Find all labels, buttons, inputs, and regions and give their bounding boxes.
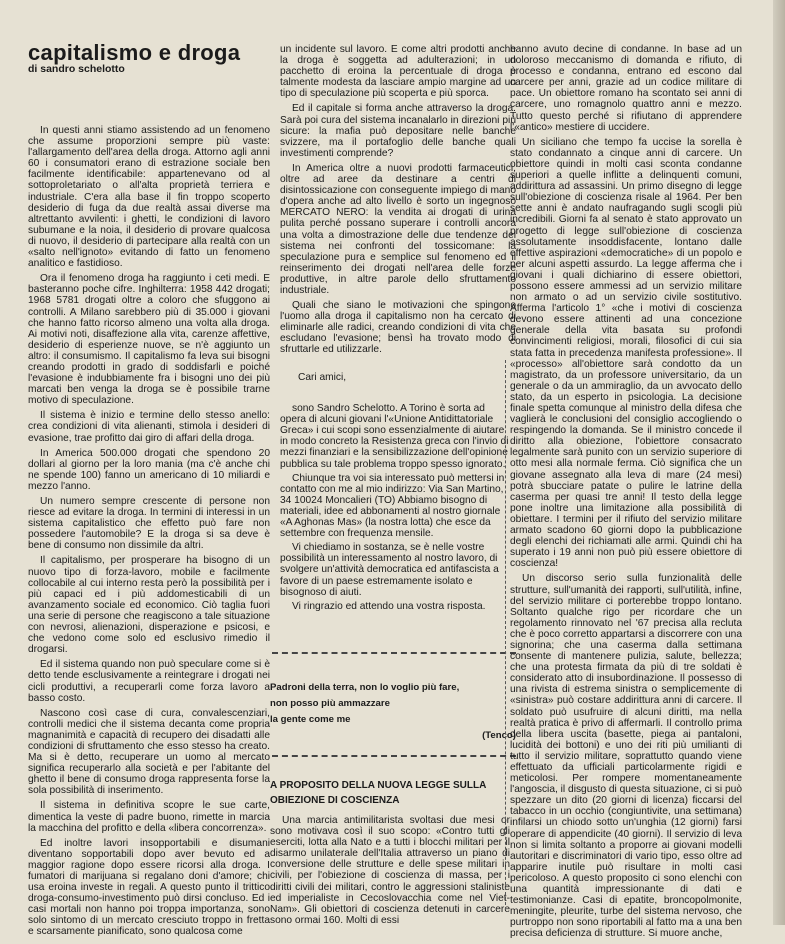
poem-source: (Tenco)	[482, 730, 516, 741]
paragraph: Un numero sempre crescente di persone non riesce ad evitare la droga. In termini di interessi in un sistema capitalistico che effetto può fare non possedere l'automobile? E la droga si sa deve è bene di consumo non dissimile da altri.	[28, 496, 270, 552]
paragraph: Un discorso serio sulla funzionalità delle strutture, sull'umanità dei rapporti, sull'utilità, infine, del servizio militare ci porterebbe troppo lontano. Soltanto qualche rigo per ricordare che un regolamento rinnovato nel '67 precisa alla recluta che è poco corretto appartarsi a discorrere con una signorina; che una caserma dalla settimana consente di mantenere pulizia, salute, bellezza; che una protesta firmata da più di tre soldati è considerato atto di insubordinazione. Il possesso di una rivista di estrema sinistra o semplicemente di «sinistra» può costare addirittura anni di carcere. Il soldato può usufruire di alcuni diritti, ma nella realtà pratica è privo di affermarli. Il controllo prima della libera uscita (basette, piega ai pantaloni, lucidità dei bottoni) e uno dei riti più umilianti di tutto il servizio militare, soprattutto quando viene effettuato da ufficiali particolarmente rigidi e meticolosi. Per rompere momentaneamente l'angoscia, il disgusto di questa situazione, ci si può spezzare un dito (20 giorni di licenza) ficcarsi del tabacco in un occhio (congiuntivite, una settimana) infilarsi un chiodo sotto un'unghia (12 giorni) farsi operare di appendicite (40 giorni). Il servizio di leva non si limita soltanto a proporre ai giovani modelli autoritari e discriminatori di vario tipo, esso oltre ad apparire inutile può risultare in molti casi pericoloso. A questo proposito ci sono elenchi con una quantità impressionante di dati e testimonianze. Casi di epatite, broncopolmonite, meningite, pleurite, turbe del sistema nervoso, che purtroppo non sono riportabili al fatto ma a una ben precisa deficienza di strutture. Si muore anche,	[510, 573, 742, 940]
paragraph: Ed il capitale si forma anche attraverso la droga. Sarà poi cura del sistema incanalarlo in direzioni più sicure: la mafia può depositare nelle banche svizzere, ma il portafoglio delle banche quali investimenti comprende?	[280, 103, 516, 159]
poem-line: non posso più ammazzare	[270, 698, 390, 709]
poem-quote	[270, 680, 516, 744]
article-title: capitalismo e droga	[28, 40, 241, 65]
paragraph: Un siciliano che tempo fa uccise la sorella è stato condannato a cinque anni di carcere. Un obiettore quindi in molti casi sconta condanne superiori a quelle inflitte a delinquenti comuni, addirittura ad assassini. Un primo disegno di legge sull'obiezione di coscienza risale al 1964. Per ben sette anni è andato naufragando sugli scogli più incredibili. Giorni fa al senato è stato approvato un progetto di legge sull'obiezione di coscienza assolutamente insoddisfacente, lontano dalle effettive aspirazioni «democratiche» di un popolo e per alcuni aspetti assurdo. La legge afferma che i giovani i quali dichiarino di essere obiettori, possono essere ammessi ad un servizio militare non armato o ad un servizio civile sostitutivo. Afferma l'articolo 1° «che i motivi di coscienza devono essere attinenti ad una concezione generale della vita basata su profondi convincimenti religiosi, morali, filosofici di cui sia stata fatta in precedenza manifesta professione». Il «processo» all'obiettore sarà condotto da un magistrato, da un professore universitario, da un generale o da un ammiraglio, da un avvocato dello stato, da un esperto in psicologia. La decisione finale spetta comunque al ministro della difesa che vaglierà le conclusioni del consiglio accogliendo o respingendo la domanda. Se il ministro concede il diritto alla obiezione, l'obiettore consacrato legalmente sarà punito con un servizio superiore di otto mesi alla normale ferma. Ciò significa che un giovane assegnato alla leva di mare (24 mesi) potrà sbucciare patate o pulire le latrine della caserma per quasi tre anni! Il testo della legge pone inoltre una limitazione alla possibilità di obiettare. I termini per il rifiuto del servizio militare armato scadono 60 giorni dopo la pubblicazione degli elenchi dei richiamati alle armi. Quindi chi ha superato i 19 anni non può più essere obiettore di coscienza!	[510, 136, 742, 570]
divider	[272, 755, 516, 757]
paragraph: Il sistema è inizio e termine dello stesso anello: crea condizioni di vita alienanti, stimola i desideri di evasione, trae profitto dai giro di affari della droga.	[28, 410, 270, 444]
paragraph: In America 500.000 drogati che spendono 20 dollari al giorno per la loro mania (ma c'è anche chi ne spende 100) fanno un americano di 10 miliardi e mezzo l'anno.	[28, 447, 270, 492]
paragraph: hanno avuto decine di condanne. In base ad un doloroso meccanismo di domanda e rifiuto, di processo e condanna, entrano ed escono dal carcere per anni, grazie ad un codice militare di pace. Un obiettore romano ha scontato sei anni di carcere, uno romagnolo quattro anni e mezzo. Tutto questo perché si rifiutano di apprendere l'«antico» mestiere di uccidere.	[510, 44, 742, 133]
reader-letter	[280, 372, 512, 615]
paragraph: Il capitalismo, per prosperare ha bisogno di un nuovo tipo di forza-lavoro, mobile e facilmente collocabile al cui interno resta però la possibilità per i più capaci ed i più addomesticabili di un avanzamento sociale ed economico. Ciò taglia fuori una serie di persone che reagiscono a tale situazione con nevrosi, alienazioni, disperazione e psicosi, e che vedono come solo ed esclusivo rimedio il drogarsi.	[28, 555, 270, 656]
poem-line: Padroni della terra, non lo voglio più fare,	[270, 682, 460, 693]
letter-greeting: Cari amici,	[298, 372, 347, 383]
article-column-3	[510, 44, 742, 944]
paragraph: Nascono così case di cura, convalescenziari, controlli medici che il sistema decanta come propria magnanimità e capacità di recupero dei disadatti alle condizioni di sfruttamento che esso stesso ha creato. Ma si è detto, recuperare un uomo al mercato significa recuperarlo alla società e per l'abitante del ghetto il bene di consumo droga rappresenta forse la sola possibilità di inserimento.	[28, 707, 270, 797]
article-column-1	[28, 125, 270, 942]
paragraph: Una marcia antimilitarista svoltasi due mesi or sono motivava così il suo scopo: «Contro tutti gli eserciti, lotta alla Nato e a tutti i blocchi militari per il disarmo unilaterale dell'Italia attraverso un piano di conversione delle strutture e delle spese militari in civili, per l'obiezione di coscienza di massa, per i diritti civili dei militari, contro le aggressioni staliniste ed imperialiste in Cecoslovacchia come nel Viet-Nam». Gli obiettori di coscienza detenuti in carcere sono ormai 160. Molti di essi	[270, 815, 510, 926]
paragraph: Il sistema in definitiva scopre le sue carte, dimentica la veste di padre buono, rimette in marcia la macchina del profitto e della «libera concorrenza».	[28, 800, 270, 834]
page-edge	[773, 0, 785, 925]
letter-paragraph: sono Sandro Schelotto. A Torino è sorta ad opera di alcuni giovani l'«Unione Antidittatoriale Greca» i cui scopi sono essenzialmente di aiutare in modo concreto la Resistenza greca con l'invio di mezzi finanziari e la sensibilizzazione dell'opinione pubblica su tale problema troppo spesso ignorato.	[280, 403, 509, 470]
section-heading: A PROPOSITO DELLA NUOVA LEGGE SULLA OBIEZIONE DI COSCIENZA	[270, 780, 486, 806]
paragraph: un incidente sul lavoro. E come altri prodotti anche la droga è soggetta ad adulterazioni; in un pacchetto di eroina la percentuale di droga è talmente modesta da lasciare ampio margine ad un tipo di speculazione più scoperta e più sporca.	[280, 44, 516, 100]
paragraph: Ed il sistema quando non può speculare come si è detto tende esclusivamente a reintegrare i drogati nei cicli produttivi, a recuperarli come forza lavoro a basso costo.	[28, 659, 270, 704]
letter-paragraph: Chiunque tra voi sia interessato può mettersi in contatto con me al mio indirizzo: Via San Martino, 34 10024 Moncalieri (TO) Abbiamo bisogno di materiali, idee ed abbonamenti al nostro giornale «A Aghonas Mas» (la nostra lotta) che esce da settembre con frequenza mensile.	[280, 472, 505, 540]
letter-paragraph: Vi chiediamo in sostanza, se è nelle vostre possibilità un interessamento al nostro lavoro, di svolgere un'attività democratica ed antifascista a favore di un paese estremamente isolato e bisognoso di aiuti.	[280, 542, 499, 598]
poem-line: la gente come me	[270, 714, 351, 725]
paragraph: Quali che siano le motivazioni che spingono l'uomo alla droga il capitalismo non ha cercato di eliminarle alle radici, creando condizioni di vita che escludano l'evasione; bensì ha trovato modo di sfruttarle ed utilizzarle.	[280, 300, 516, 356]
paragraph: In questi anni stiamo assistendo ad un fenomeno che assume proporzioni sempre più vaste: l'allargamento dell'area della droga. Attorno agli anni 60 i consumatori erano di estrazione sociale ben facilmente identificabile: appartenevano od al sottoproletariato o all'alta proprietà terriera e industriale. C'era alla base il fin troppo scoperto desiderio di fuga da due realtà assai diverse ma altrettanto avvilenti: i ghetti, le condizioni di lavoro subumane e la noia, il desiderio di provare qualcosa di nuovo, il desiderio di partecipare alla realtà con un «salto nell'ignoto» evitando di fatto un fenomeno analitico e fastidioso.	[28, 125, 270, 270]
letter-paragraph: Vi ringrazio ed attendo una vostra risposta.	[292, 600, 486, 612]
paragraph: In America oltre a nuovi prodotti farmaceutici, oltre ad aree da destinare a centri di disintossicazione con conseguente impiego di mano d'opera anche ad alto livello è sorto un ingegnoso MERCATO NERO: la vendita ai drogati di urina pulita perché possano superare i controlli ancora una volta a dimostrazione delle due tendenze del sistema nei confronti del tossicomane: la speculazione pura e semplice sul fenomeno ed il reinserimento dei drogati nell'area delle forze produttive, in altre parole dello sfruttamento industriale.	[280, 162, 516, 296]
article2-body	[270, 815, 510, 930]
paragraph: Ora il fenomeno droga ha raggiunto i ceti medi. E basteranno poche cifre. Inghilterra: 1958 442 drogati; 1968 5781 drogati oltre a coloro che sfuggono ai controlli. A Milano sarebbero più di 35.000 i giovani che hanno fatto ricorso almeno una volta alla droga. Ai motivi noti, disaffezione alla vita, carenze affettive, desiderio di esperienze nuove, se n'è aggiunto un altro: il consumismo. Il capitalismo fa leva sui bisogni creando prodotti in grado di soddisfarli e poiché l'evasione è indubbiamente fra i bisogni uno dei più marcati ben venga la droga se è possibile trarne motivo di speculazione.	[28, 273, 270, 407]
article-byline: di sandro schelotto	[28, 63, 125, 75]
article-column-2	[280, 44, 516, 360]
column-divider	[505, 360, 506, 910]
paragraph: Ed inoltre lavori insopportabili e disumani diventano sopportabili dopo aver bevuto ed a maggior ragione dopo essere ricorsi alla droga. I fumatori di marijuana si regalano doni d'amore; chi usa eroina investe in regali. A questo punto il trittico droga-consumo-investimento può dirsi concluso. Ed i casi mortali non hanno poi troppa importanza, sono solo sintomo di un mercato cresciuto troppo in fretta e scarsamente pianificato, sono qualcosa come	[28, 837, 270, 938]
divider	[272, 652, 516, 654]
